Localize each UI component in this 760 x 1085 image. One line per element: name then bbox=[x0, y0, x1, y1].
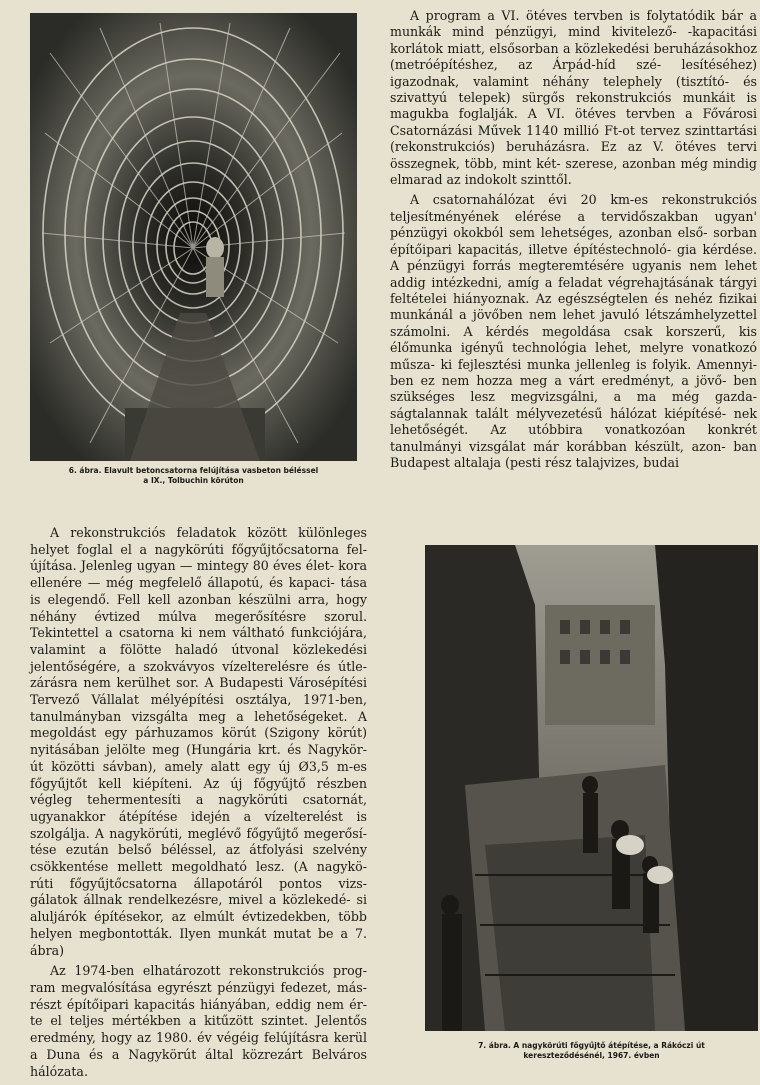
figure-6-caption-line-1: 6. ábra. Elavult betoncsatorna felújítása vasbeton béléssel bbox=[68, 466, 319, 475]
figure-7-photo bbox=[425, 545, 758, 1031]
figure-7-caption-line-2: kereszteződésénél, 1967. évben bbox=[523, 1051, 660, 1060]
figure-7-caption bbox=[425, 1041, 758, 1061]
right-text-column bbox=[390, 8, 757, 475]
paragraph: A csatornahálózat évi 20 km-es rekonstrukciós teljesítményének elérése a tervidőszakban ugyan' pénzügyi okokból sem lehetséges, azonban első- sorban építőipari kapacitás, illetve építéstechnoló- gia kérdése. A pénzügyi forrás megteremtésére ugyanis nem lehet addig intézkedni, amíg a feladat végrehajtásának tárgyi feltételei hiányoznak. Az egészségtelen és nehéz fizikai munkánál a jövőben nem lehet javuló létszámhelyzettel számolni. A kérdés megoldása csak korszerű, kis élőmunka igényű technológia lehet, melyre vonatkozó műsza- ki fejlesztési munka jellenleg is folyik. Amennyi- ben ez nem hozza meg a várt eredményt, a jövő- ben szükséges lesz megvizsgálni, a ma még gazda- ságtalannak talált mélyvezetésű hálózat kiépítésé- nek lehetőségét. Az utóbbira vonatkozóan konkrét tanulmányi vizsgálat már korábban készült, azon- ban Budapest altalaja (pesti rész talajvizes, budai bbox=[390, 192, 757, 470]
left-text-column bbox=[30, 525, 367, 1084]
paragraph: A program a VI. ötéves tervben is folytatódik bár a munkák mind pénzügyi, mind kivitelező- -kapacitási korlátok miatt, elsősorban a közlekedési beruházásokhoz (metróépítéshez, az Árpád-híd szé- lesítéséhez) igazodnak, valamint néhány telephely (tisztító- és szivattyú telepek) sürgős rekonstrukciós munkáit is magukba foglalják. A VI. ötéves tervben a Fővárosi Csatornázási Művek 1140 millió Ft-ot tervez szinttartási (rekonstrukciós) beruházásra. Ez az V. ötéves tervi összegnek, több, mint két- szerese, azonban még mindig elmarad az indokolt szinttől. bbox=[390, 8, 757, 188]
figure-6-photo bbox=[30, 13, 357, 461]
paragraph: Az 1974-ben elhatározott rekonstrukciós prog- ram megvalósítása egyrészt pénzügyi fedezet, más- részt építőipari kapacitás hiányában, eddig nem ér- te el teljes mértékben a kitűzött szintet. Jelentős eredmény, hogy az 1980. év végéig felújításra kerül a Duna és a Nagykörút által közrezárt Belváros hálózata. bbox=[30, 963, 367, 1079]
paragraph: A rekonstrukciós feladatok között különleges helyet foglal el a nagykörúti főgyűjtőcsatorna fel- újítása. Jelenleg ugyan — mintegy 80 éves élet- kora ellenére — még megfelelő állapotú, és kapaci- tása is elegendő. Fell kell azonban készülni arra, hogy néhány évtized múlva megerősítésre szorul. Tekintettel a csatorna ki nem váltható funkciójára, valamint a fölötte haladó útvonal közlekedési jelentőségére, a szokvávyos vízelterelésre és útle- zárásra nem kerülhet sor. A Budapesti Városépítési Tervező Vállalat mélyépítési osztálya, 1971-ben, tanulmányban vizsgálta meg a lehetőségeket. A megoldást egy párhuzamos körút (Szigony körút) nyitásában jelölte meg (Hungária krt. és Nagykör- út közötti sávban), amely alatt egy új Ø3,5 m-es főgyűjtőt kell kiépíteni. Az új főgyűjtő részben végleg tehermentesíti a nagykörúti csatornát, ugyanakkor átépítése idején a vízelterelést is szolgálja. A nagykörúti, meglévő főgyűjtő megerősí- tése ezután belső béléssel, az átfolyási szelvény csökkentése mellett megoldható lesz. (A nagykö- rúti főgyűjtőcsatorna állapotáról pontos vizs- gálatok állnak rendelkezésre, mivel a közlekedé- si aluljárók építésekor, az elmúlt évtizedekben, több helyen megbontották. Ilyen munkát mutat be a 7. ábra) bbox=[30, 525, 367, 958]
figure-6-caption-line-2: a IX., Tolbuchin körúton bbox=[143, 476, 244, 485]
figure-6-caption bbox=[30, 466, 357, 486]
figure-7-caption-line-1: 7. ábra. A nagykörúti főgyűjtő átépítése, a Rákóczi út bbox=[478, 1041, 705, 1050]
